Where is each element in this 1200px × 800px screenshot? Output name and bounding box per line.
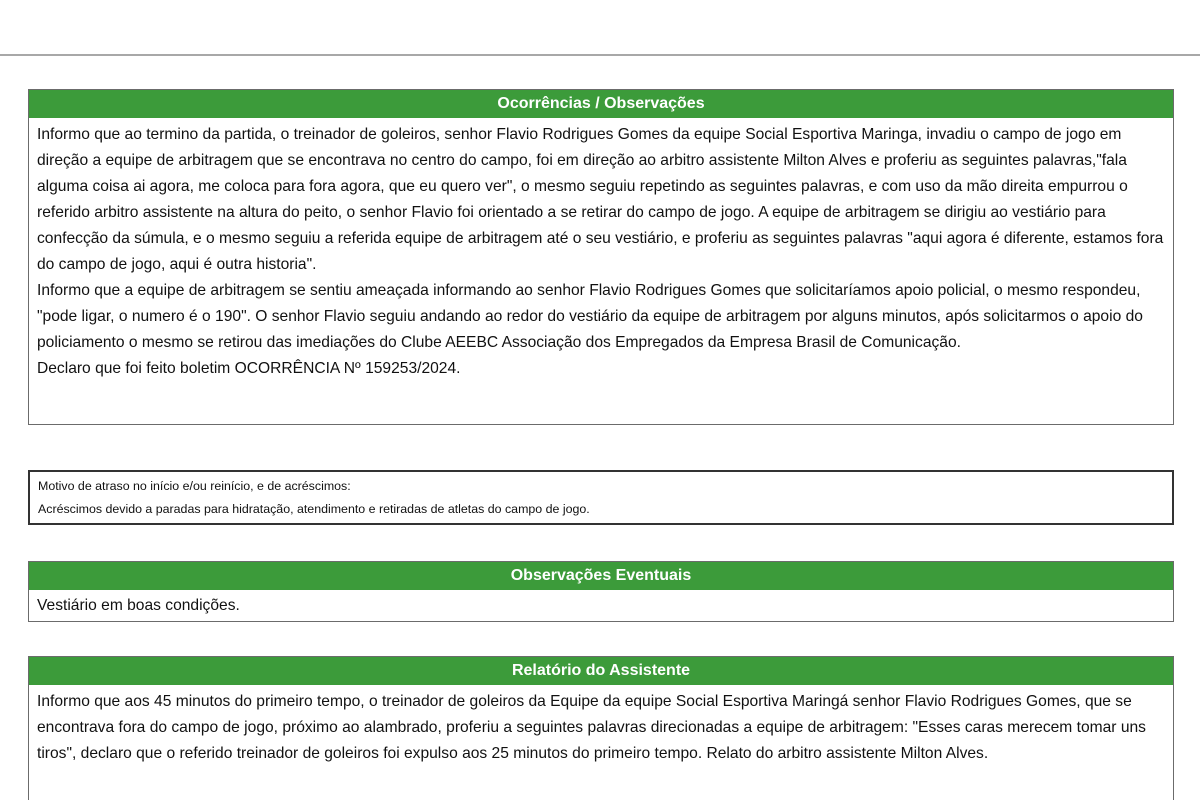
assistant-report-title: Relatório do Assistente <box>29 657 1173 685</box>
delay-label: Motivo de atraso no início e/ou reinício, e de acréscimos: <box>38 479 351 493</box>
occurrences-body <box>29 118 1173 388</box>
eventual-observations-section <box>28 561 1174 622</box>
delay-section <box>28 470 1174 525</box>
assistant-report-section <box>28 656 1174 800</box>
occurrences-section <box>28 89 1174 425</box>
delay-text: Acréscimos devido a paradas para hidratação, atendimento e retiradas de atletas do campo de jogo. <box>38 502 590 516</box>
assistant-report-text: Informo que aos 45 minutos do primeiro tempo, o treinador de goleiros da Equipe da equipe Social Esportiva Maringá senhor Flavio Rodrigues Gomes, que se encontrava fora do campo de jogo, próximo ao alambrado, proferiu a seguintes palavras direcionadas a equipe de arbitragem: "Esses caras merecem tomar uns tiros", declaro que o referido treinador de goleiros foi expulso aos 25 minutos do primeiro tempo. Relato do arbitro assistente Milton Alves. <box>37 693 1146 762</box>
occurrences-paragraph-1: Informo que ao termino da partida, o treinador de goleiros, senhor Flavio Rodrigues Gomes da equipe Social Esportiva Maringa, invadiu o campo de jogo em direção a equipe de arbitragem que se encontrava no centro do campo, foi em direção ao arbitro assistente Milton Alves e proferiu as seguintes palavras,"fala alguma coisa ai agora, me coloca para fora agora, que eu quero ver", o mesmo seguiu repetindo as seguintes palavras, e com uso da mão direita empurrou o referido arbitro assistente na altura do peito, o senhor Flavio foi orientado a se retirar do campo de jogo. A equipe de arbitragem se dirigiu ao vestiário para confecção da súmula, e o mesmo seguiu a referida equipe de arbitragem até o seu vestiário, e proferiu as seguintes palavras "aqui agora é diferente, estamos fora do campo de jogo, aqui é outra historia". <box>37 126 1164 273</box>
top-divider <box>0 54 1200 56</box>
eventual-observations-body <box>29 590 1173 625</box>
eventual-observations-text: Vestiário em boas condições. <box>37 597 240 614</box>
occurrences-paragraph-2: Informo que a equipe de arbitragem se sentiu ameaçada informando ao senhor Flavio Rodrigues Gomes que solicitaríamos apoio policial, o mesmo respondeu, "pode ligar, o numero é o 190". O senhor Flavio seguiu andando ao redor do vestiário da equipe de arbitragem por alguns minutos, após solicitarmos o apoio do policiamento o mesmo se retirou das imediações do Clube AEEBC Associação dos Empregados da Empresa Brasil de Comunicação. <box>37 282 1143 351</box>
assistant-report-body <box>29 685 1173 773</box>
eventual-observations-title: Observações Eventuais <box>29 562 1173 590</box>
delay-body <box>30 472 1172 524</box>
occurrences-paragraph-3: Declaro que foi feito boletim OCORRÊNCIA Nº 159253/2024. <box>37 360 461 377</box>
occurrences-title: Ocorrências / Observações <box>29 90 1173 118</box>
